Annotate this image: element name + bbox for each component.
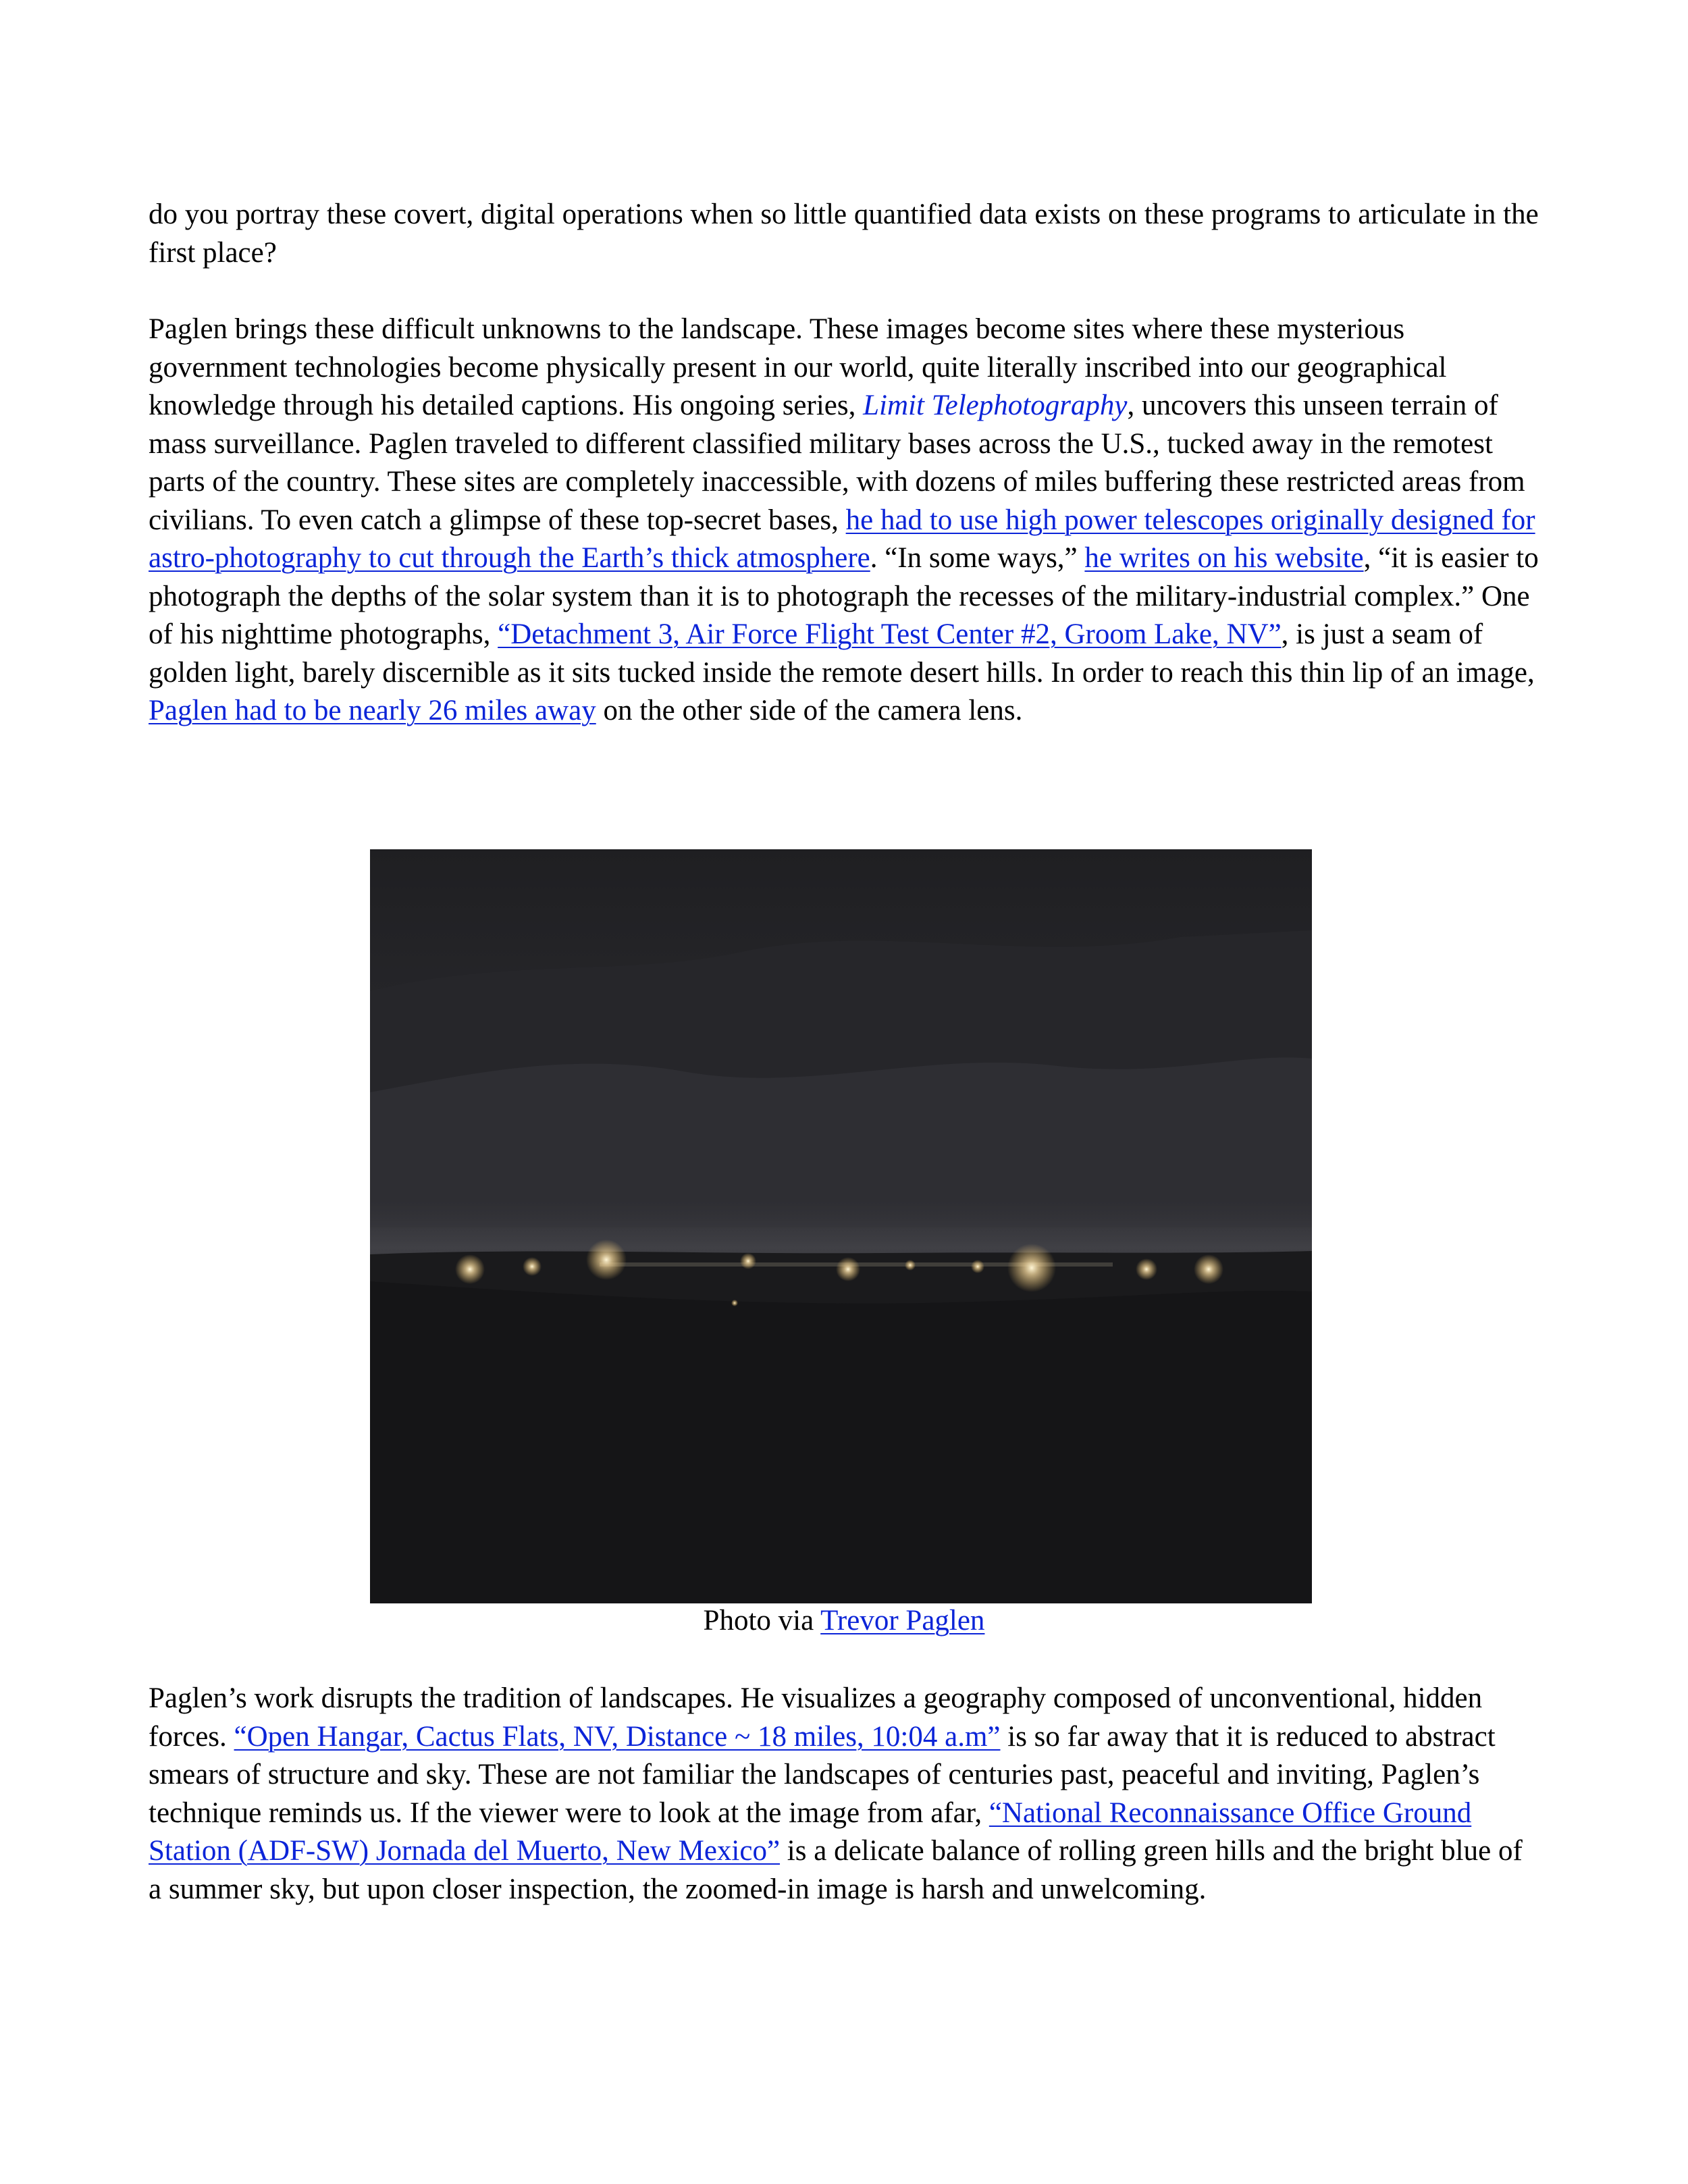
para3-text-3: is a delicate balance of rolling green hills and the bright blue of a summer sky, but upon closer inspection, the zoomed-in image is harsh and unwelcoming.	[149, 1835, 1523, 1905]
photo-caption	[149, 1602, 1539, 1641]
nro-link[interactable]: “National Reconnaissance Office Ground Station (ADF-SW) Jornada del Muerto, New Mexico”	[149, 1796, 1472, 1867]
para2-text-3: . “In some ways,”	[870, 542, 1085, 574]
para2-text-6: on the other side of the camera lens.	[596, 695, 1023, 726]
hangar-link[interactable]: “Open Hangar, Cactus Flats, NV, Distance ~ 18 miles, 10:04 a.m”	[234, 1720, 1001, 1753]
body-paragraph-3	[149, 1680, 1539, 1909]
photographer-link[interactable]: Trevor Paglen	[820, 1605, 985, 1636]
article-body	[149, 196, 1539, 730]
para2-text-5: , is just a seam of golden light, barely discernible as it sits tucked inside the remote desert hills. In order to reach this thin lip of an image,	[149, 618, 1535, 689]
telescopes-link[interactable]: he had to use high power telescopes originally designed for astro-photography to cut through the Earth’s thick atmosphere	[149, 504, 1535, 574]
series-title: Limit Telephotography	[863, 390, 1128, 421]
caption-prefix: Photo via	[703, 1605, 821, 1636]
para2-text-1: Paglen brings these difficult unknowns to the landscape. These images become sites where these mysterious government technologies become physically present in our world, quite literally inscribed into our geographical knowledge through his detailed captions. His ongoing series,	[149, 313, 1447, 421]
website-link[interactable]: he writes on his website	[1084, 542, 1364, 574]
para2-text-2: , uncovers this unseen terrain of mass surveillance. Paglen traveled to different classified military bases across the U.S., tucked away in the remotest parts of the country. These sites are completely inaccessible, with dozens of miles buffering these restricted areas from civilians. To even catch a glimpse of these top-secret bases,	[149, 390, 1525, 536]
para3-text-2: is so far away that it is reduced to abstract smears of structure and sky. These are not familiar the landscapes of centuries past, peaceful and inviting, Paglen’s technique reminds us. If the viewer were to look at the image from afar,	[149, 1720, 1496, 1829]
distance-link[interactable]: Paglen had to be nearly 26 miles away	[149, 695, 596, 726]
para3-text-1: Paglen’s work disrupts the tradition of landscapes. He visualizes a geography composed of unconventional, hidden forces.	[149, 1682, 1483, 1753]
para2-text-4: , “it is easier to photograph the depths of the solar system than it is to photograph the recesses of the military-industrial complex.” One of his nighttime photographs,	[149, 542, 1539, 650]
body-paragraph-2	[149, 311, 1539, 730]
intro-paragraph: do you portray these covert, digital operations when so little quantified data exists on these programs to articulate in the first place?	[149, 198, 1539, 269]
detachment-link[interactable]: “Detachment 3, Air Force Flight Test Center #2, Groom Lake, NV”	[498, 618, 1282, 650]
night-landscape-photo	[370, 849, 1312, 1603]
